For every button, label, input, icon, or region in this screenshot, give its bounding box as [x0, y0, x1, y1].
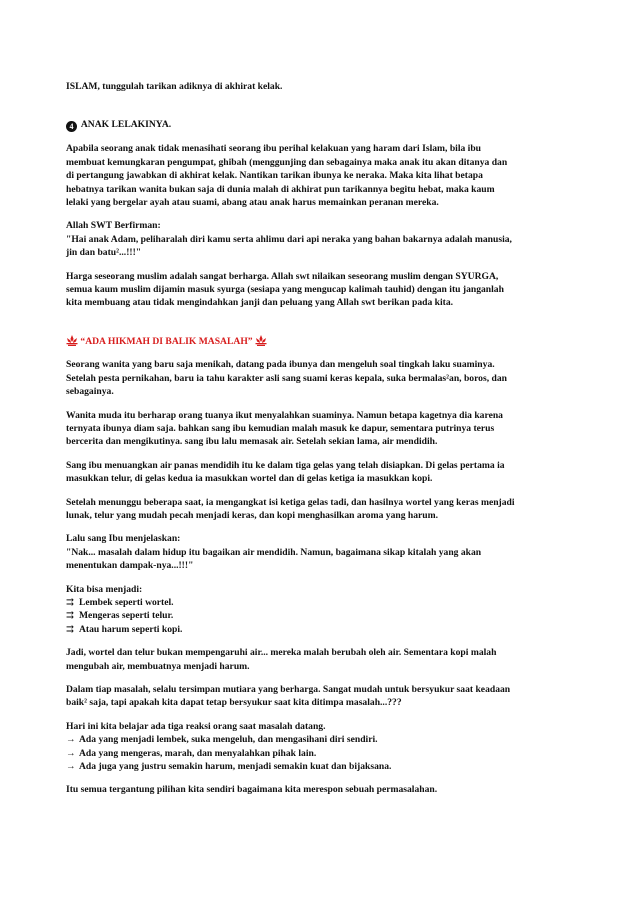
right-arrow-icon: →: [66, 747, 76, 759]
section-heading-red: [66, 335, 578, 348]
paragraph: [66, 270, 578, 310]
text-line: mengubah air, membuatnya menjadi harum.: [66, 660, 250, 672]
text-line: jin dan batu²...!!!": [66, 247, 142, 259]
text-line: Setelah pesta pernikahan, baru ia tahu karakter asli sang suami keras kepala, suka bermalas²an, boros, dan: [66, 372, 507, 384]
text-line: Seorang wanita yang baru saja menikah, datang pada ibunya dan mengeluh soal tingkah laku suaminya.: [66, 359, 495, 371]
list-item-text: Atau harum seperti kopi.: [79, 623, 183, 635]
double-arrow-icon: ⇉: [66, 610, 75, 622]
text-line: Itu semua tergantung pilihan kita sendiri bagaimana kita merespon sebuah permasalahan.: [66, 784, 438, 796]
double-arrow-icon: ⇉: [66, 596, 75, 608]
text-line: masukkan telur, di gelas kedua ia masukkan wortel dan di gelas ketiga ia masukkan kopi.: [66, 473, 433, 485]
text-line: lelaki yang bergelar ayah atau suami, abang atau anak harus memainkan peranan mereka.: [66, 197, 439, 209]
paragraph: [66, 409, 578, 449]
list-item-text: Ada juga yang justru semakin harum, menjadi semakin kuat dan bijaksana.: [79, 761, 392, 773]
closing-paragraph: [66, 783, 578, 796]
list-item: [66, 623, 578, 636]
text-line: Harga seseorang muslim adalah sangat berharga. Allah swt nilaikan seseorang muslim dengan SYURGA,: [66, 270, 499, 282]
text-line: kita membuang atau tidak mengindahkan janji dan peluang yang Allah swt berikan pada kita.: [66, 297, 454, 309]
list-item: [66, 747, 578, 760]
paragraph: [66, 142, 578, 209]
right-arrow-icon: →: [66, 734, 76, 746]
list-item: [66, 609, 578, 622]
list-item-text: Mengeras seperti telur.: [79, 610, 174, 622]
double-arrow-icon: ⇉: [66, 623, 75, 635]
text-line: Apabila seorang anak tidak menasihati seorang ibu perihal kelakuan yang haram dari Islam, bila ibu: [66, 143, 482, 155]
lotus-icon: [255, 335, 267, 346]
lotus-icon: [66, 335, 78, 346]
list-intro: Kita bisa menjadi:: [66, 583, 143, 595]
paragraph: [66, 496, 578, 523]
section-title: ANAK LELAKINYA.: [80, 119, 172, 131]
spacer: [66, 103, 578, 118]
text-line: baik² saja, tapi apakah kita dapat tetap bersyukur saat kita ditimpa masalah...???: [66, 697, 402, 709]
document-body: [66, 80, 578, 807]
list-item-text: Ada yang menjadi lembek, suka mengeluh, dan mengasihani diri sendiri.: [79, 734, 378, 746]
text-line: Allah SWT Berfirman:: [66, 220, 161, 232]
text-line: Wanita muda itu berharap orang tuanya ikut menyalahkan suaminya. Namun betapa kagetnya dia karena: [66, 409, 503, 421]
text-line: Lalu sang Ibu menjelaskan:: [66, 533, 181, 545]
text-line: Dalam tiap masalah, selalu tersimpan mutiara yang berharga. Sangat mudah untuk bersyukur saat keadaan: [66, 684, 511, 695]
text-line: bercerita dan mengikutinya. sang ibu lalu memasak air. Setelah sekian lama, air mendidih.: [66, 436, 438, 448]
bullet-list: [66, 583, 578, 637]
paragraph: [66, 358, 578, 398]
list-intro: Hari ini kita belajar ada tiga reaksi orang saat masalah datang.: [66, 720, 326, 732]
list-item: [66, 760, 578, 773]
text-line: Jadi, wortel dan telur bukan mempengaruhi air... mereka malah berubah oleh air. Sementara kopi malah: [66, 647, 497, 659]
text-line: ternyata ibunya diam saja. bahkan sang ibu kemudian malah masuk ke dapur, sementara putrinya terus: [66, 422, 495, 434]
section-title: “ADA HIKMAH DI BALIK MASALAH”: [80, 335, 253, 347]
text-line: menentukan dampak-nya...!!!": [66, 560, 194, 572]
list-item: [66, 596, 578, 609]
intro-paragraph: [66, 80, 578, 93]
right-arrow-icon: →: [66, 761, 76, 773]
text-line: Setelah menunggu beberapa saat, ia mengangkat isi ketiga gelas tadi, dan hasilnya wortel yang keras menjadi: [66, 496, 515, 508]
text-line: di pertangung jawabkan di akhirat kelak. Nantikan tarikan ibunya ke neraka. Maka kita lihat betapa: [66, 170, 483, 182]
quote-paragraph: [66, 532, 578, 572]
text-line: "Hai anak Adam, peliharalah diri kamu serta ahlimu dari api neraka yang bahan bakarnya adalah manusia,: [66, 233, 512, 245]
text-line: membuat kemungkaran pengumpat, ghibah (menggunjing dan sebagainya maka anak itu akan ditanya dan: [66, 156, 508, 168]
text-line: "Nak... masalah dalam hidup itu bagaikan air mendidih. Namun, bagaimana sikap kitalah yang akan: [66, 546, 482, 558]
spacer: [66, 320, 578, 335]
reaction-list: [66, 720, 578, 774]
text-line: lunak, telur yang mudah pecah menjadi keras, dan kopi menghasilkan aroma yang harum.: [66, 509, 439, 521]
list-item-text: Ada yang mengeras, marah, dan menyalahkan pihak lain.: [79, 747, 317, 759]
quote-paragraph: [66, 219, 578, 259]
text-line: semua kaum muslim dijamin masuk syurga (sesiapa yang mengucap kalimah tauhid) dengan itu janganlah: [66, 284, 504, 296]
paragraph: [66, 646, 578, 673]
circled-number-icon: 4: [66, 121, 77, 132]
text-line: ISLAM, tunggulah tarikan adiknya di akhirat kelak.: [66, 81, 283, 92]
list-item-text: Lembek seperti wortel.: [79, 596, 174, 608]
list-item: [66, 733, 578, 746]
text-line: Sang ibu menuangkan air panas mendidih itu ke dalam tiga gelas yang telah disiapkan. Di gelas pertama ia: [66, 459, 505, 471]
paragraph: [66, 459, 578, 486]
paragraph: [66, 683, 578, 710]
section-heading: [66, 118, 578, 132]
text-line: hebatnya tarikan wanita bukan saja di dunia malah di akhirat pun tarikannya begitu hebat, maka kaum: [66, 183, 495, 195]
text-line: sebagainya.: [66, 386, 114, 398]
